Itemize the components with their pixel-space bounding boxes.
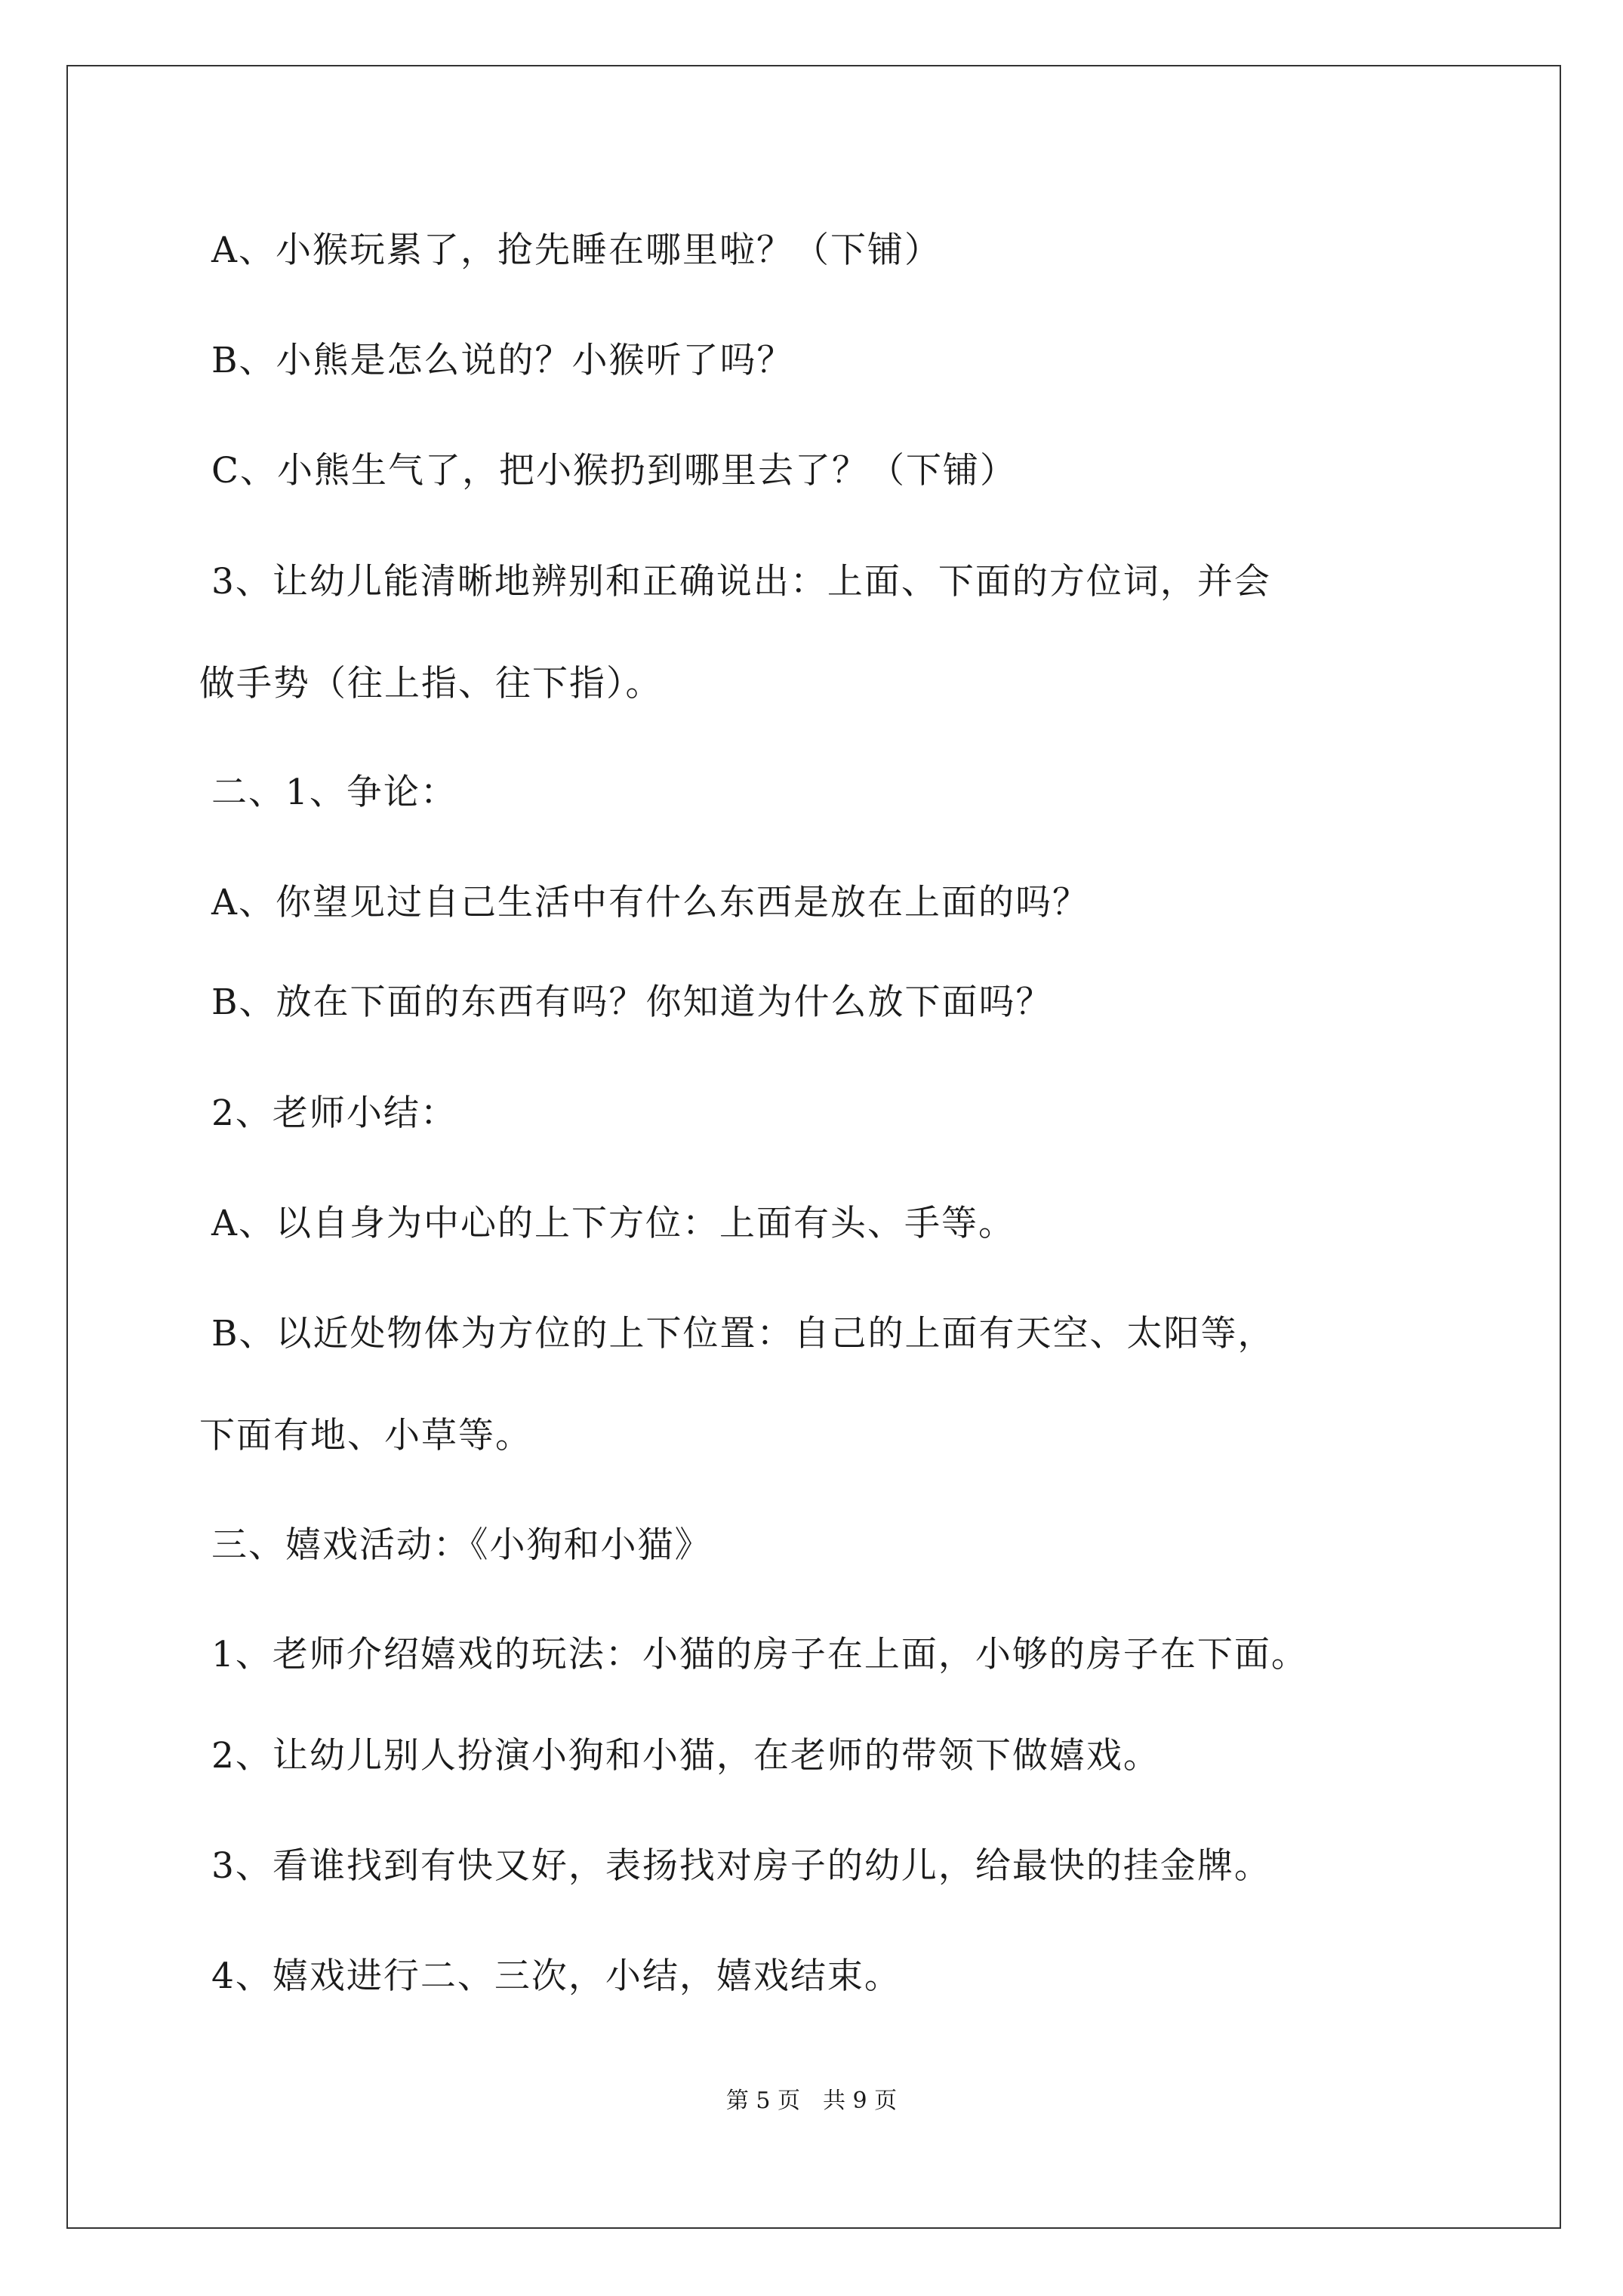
paragraph: 3、让幼儿能清晰地辨别和正确说出：上面、下面的方位词，并会	[211, 561, 1271, 603]
page-number-footer: 第 5 页 共 9 页	[725, 2088, 898, 2114]
paragraph: A、你望见过自己生活中有什么东西是放在上面的吗？	[211, 882, 1089, 923]
paragraph: 2、让幼儿别人扮演小狗和小猫，在老师的带领下做嬉戏。	[211, 1735, 1160, 1777]
paragraph: C、小熊生气了，把小猴扔到哪里去了？（下铺）	[211, 450, 1017, 492]
paragraph-continuation: 下面有地、小草等。	[199, 1415, 532, 1456]
section-heading: 二、1、争论：	[211, 772, 457, 813]
paragraph: A、小猴玩累了，抢先睡在哪里啦？（下铺）	[211, 230, 941, 271]
paragraph: 4、嬉戏进行二、三次，小结，嬉戏结束。	[211, 1955, 901, 1997]
paragraph-continuation: 做手势（往上指、往下指）。	[199, 663, 663, 704]
paragraph: B、放在下面的东西有吗？你知道为什么放下面吗？	[211, 982, 1053, 1023]
paragraph: B、小熊是怎么说的？小猴听了吗？	[211, 340, 794, 381]
section-heading: 三、嬉戏活动：《小狗和小猫》	[211, 1524, 712, 1566]
paragraph: 2、老师小结：	[211, 1093, 457, 1134]
paragraph: A、以自身为中心的上下方位：上面有头、手等。	[211, 1203, 1015, 1244]
paragraph: B、以近处物体为方位的上下位置：自己的上面有天空、太阳等，	[211, 1313, 1275, 1354]
paragraph: 3、看谁找到有快又好，表扬找对房子的幼儿，给最快的挂金牌。	[211, 1845, 1271, 1887]
page-border	[66, 65, 1561, 2229]
paragraph: 1、老师介绍嬉戏的玩法：小猫的房子在上面，小够的房子在下面。	[211, 1634, 1308, 1675]
